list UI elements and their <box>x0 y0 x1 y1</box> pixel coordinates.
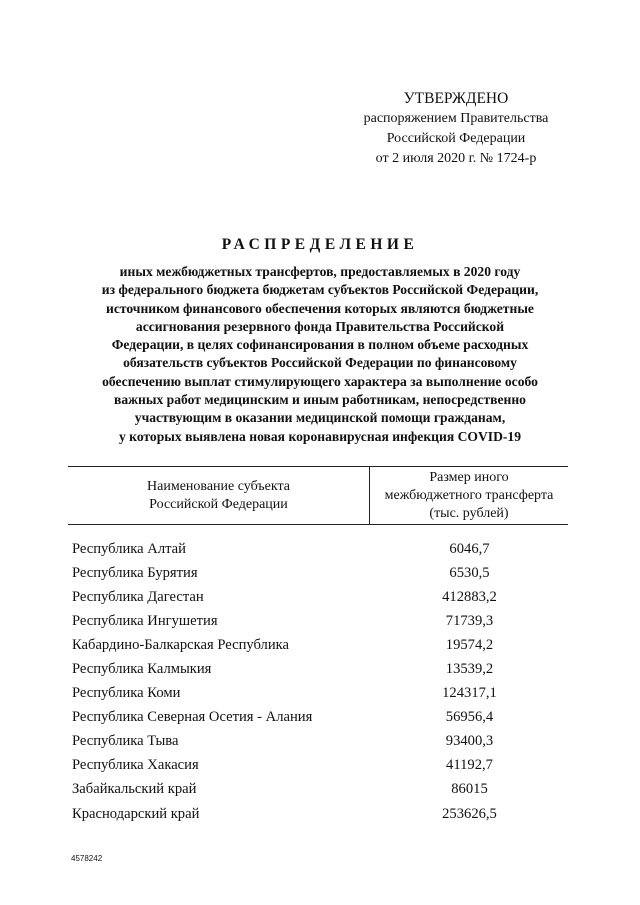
header-amount-line: (тыс. рублей) <box>429 505 509 521</box>
table-row <box>72 778 568 802</box>
transfer-value: 412883,2 <box>442 588 497 605</box>
region-name: Кабардино-Балкарская Республика <box>72 636 289 653</box>
subtitle-line: Федерации, в целях софинансирования в полном объеме расходных <box>111 337 529 353</box>
approval-heading: УТВЕРЖДЕНО <box>403 90 509 107</box>
subtitle-line: источником финансового обеспечения которых являются бюджетные <box>106 300 534 316</box>
transfer-value: 6530,5 <box>449 564 490 581</box>
header-amount-line: Размер иного <box>429 469 509 485</box>
transfer-value: 253626,5 <box>442 805 497 822</box>
table-row <box>72 561 568 585</box>
document-subtitle <box>70 263 570 446</box>
table-row <box>72 609 568 633</box>
table-header <box>68 466 568 525</box>
transfer-value: 124317,1 <box>442 685 497 702</box>
table-row <box>72 802 568 826</box>
table-row <box>72 633 568 657</box>
transfer-value: 93400,3 <box>445 733 494 750</box>
region-name: Республика Бурятия <box>72 564 198 581</box>
header-transfer-amount <box>370 467 568 524</box>
region-name: Республика Дагестан <box>72 588 204 605</box>
table-row <box>72 537 568 561</box>
region-name: Республика Ингушетия <box>72 612 218 629</box>
header-amount-line: межбюджетного трансферта <box>384 487 554 503</box>
subtitle-line: участвующим в оказании медицинской помощи гражданам, <box>134 410 506 426</box>
subtitle-line: из федерального бюджета бюджетам субъектов Российской Федерации, <box>101 282 539 298</box>
transfer-value: 86015 <box>451 781 488 798</box>
transfer-value: 41192,7 <box>446 757 493 774</box>
document-title: РАСПРЕДЕЛЕНИЕ <box>221 236 419 253</box>
region-name: Краснодарский край <box>72 805 200 822</box>
table-row <box>72 585 568 609</box>
subtitle-line: обязательств субъектов Российской Федерации по финансовому <box>123 355 517 371</box>
table-row <box>72 657 568 681</box>
transfer-value: 13539,2 <box>445 661 494 678</box>
transfer-value: 56956,4 <box>445 709 494 726</box>
table-row <box>72 730 568 754</box>
subtitle-line: важных работ медицинским и иным работникам, непосредственно <box>114 392 526 408</box>
transfer-value: 6046,7 <box>449 540 490 557</box>
transfer-value: 19574,2 <box>445 636 494 653</box>
approval-line-1: распоряжением Правительства <box>363 111 549 126</box>
header-subject-line: Российской Федерации <box>149 496 288 512</box>
region-name: Республика Хакасия <box>72 757 199 774</box>
document-code: 4578242 <box>71 854 103 863</box>
header-subject-name <box>68 467 370 524</box>
subtitle-line: иных межбюджетных трансфертов, предоставляемых в 2020 году <box>119 264 521 279</box>
table-row <box>72 754 568 778</box>
subtitle-line: ассигнования резервного фонда Правительства Российской <box>135 318 505 334</box>
approval-block <box>330 89 582 169</box>
region-name: Республика Алтай <box>72 540 186 557</box>
table-body <box>72 537 568 826</box>
subtitle-line: у которых выявлена новая коронавирусная инфекция COVID-19 <box>118 428 522 444</box>
table-row <box>72 706 568 730</box>
region-name: Республика Северная Осетия - Алания <box>72 709 313 726</box>
approval-line-2: Российской Федерации <box>386 131 526 146</box>
region-name: Забайкальский край <box>72 781 197 798</box>
subtitle-line: обеспечению выплат стимулирующего характера за выполнение особо <box>102 373 538 389</box>
region-name: Республика Калмыкия <box>72 661 212 678</box>
region-name: Республика Тыва <box>72 733 179 750</box>
approval-line-3: от 2 июля 2020 г. № 1724-р <box>375 151 537 166</box>
transfer-value: 71739,3 <box>445 612 494 629</box>
table-row <box>72 682 568 706</box>
region-name: Республика Коми <box>72 685 181 702</box>
header-subject-line: Наименование субъекта <box>147 478 290 494</box>
